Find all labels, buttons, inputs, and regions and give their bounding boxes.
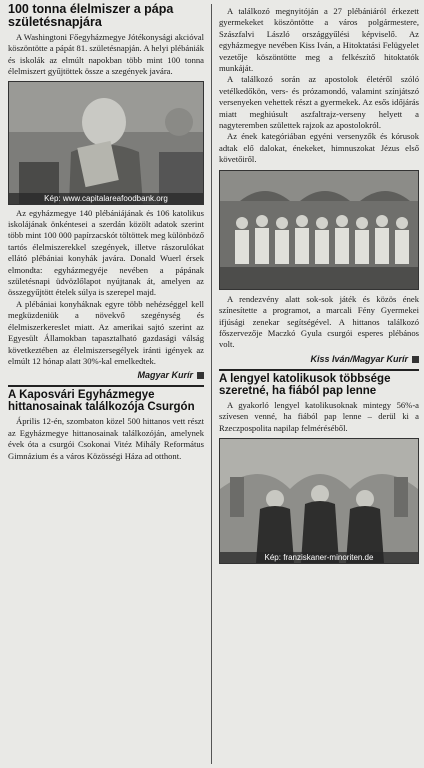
article-paragraph: Az egyházmegye 140 plébániájának és 106 katolikus iskolájának önkéntesei a szerdán közölt adatok szerint több mint 100 000 papírzacskót töltöttek meg különböző tartós élelmiszerekkel szegények, illetve rászorulókat ellátó plébániai konyhák javára. Donald Wuerl érsek elmondta: egyházmegyéje nevében a pápának születésnapi üdvözlőlapot nyújtanak át, amelyen az összegyűjtött ételek súlya is szerepel majd. xyxy=(8,207,204,298)
photo-caption: Kép: www.capitalareafoodbank.org xyxy=(9,193,203,204)
end-mark-icon xyxy=(197,372,204,379)
photo-food-donation-image xyxy=(9,82,203,204)
photo-choir-image xyxy=(220,171,418,289)
photo-priests-image xyxy=(220,439,418,563)
article-signature xyxy=(8,369,204,381)
photo-caption: Kép: franziskaner-minoriten.de xyxy=(220,552,418,563)
signature-text: Kiss Iván/Magyar Kurír xyxy=(310,353,408,364)
article-title-food-pope: 100 tonna élelmiszer a pápa születésnapjára xyxy=(8,2,174,29)
photo-choir xyxy=(219,170,419,290)
article-title-kaposvar: A Kaposvári Egyházmegye hittanosainak találkozója Csurgón xyxy=(8,389,195,414)
article-signature xyxy=(219,353,419,365)
article-paragraph: A plébániai konyháknak egyre több nehézséggel kell megküzdeniük a növekvő szegénység és élelmiszerkereslet miatt. Az amerikai sajtó szerint az Egyesült Államokban tapasztalható gazdasági válság következtében az élelmiszersegélyek iránti igények az elmúlt 12 hónap alatt 30%-kal emelkedtek. xyxy=(8,298,204,366)
article-paragraph: Április 12-én, szombaton közel 500 hittanos vett részt az Egyházmegye hittanosainak találkozóján, amelynek évek óta a csurgói Csokonai Vitéz Mihály Református Gimnázium és a város Közösségi Háza ad otthont. xyxy=(8,416,204,461)
article-title-polish-catholics: A lengyel katolikusok többsége szeretné, ha fiából pap lenne xyxy=(219,372,391,397)
section-rule xyxy=(219,369,419,371)
left-column xyxy=(8,0,204,462)
article-paragraph: A találkozó megnyitóján a 27 plébániáról érkezett gyermekeket köszöntötte a város polgármestere, Szászfalvi László országgyűlési képviselő. Az egyházmegye nevében Kiss Iván, a Hitoktatási Felügyelet vezetője köszöntötte meg a felkészítő hitoktatók munkáját. xyxy=(219,6,419,74)
article-paragraph: A gyakorló lengyel katolikusoknak mintegy 56%-a szívesen venné, ha fiából pap lenne – derül ki a Rzeczpospolita napilap felméréséből. xyxy=(219,399,419,433)
column-divider xyxy=(211,4,212,764)
article-paragraph: A Washingtoni Főegyházmegye Jótékonysági akcióval köszöntötte a pápát 81. születésnapján. A helyi plébániák és iskolák az elmúlt napokban több mint 100 tonna élelmiszert gyűjtöttek össze a szegények javára. xyxy=(8,32,204,77)
right-column xyxy=(219,0,419,564)
photo-priests xyxy=(219,438,419,564)
section-rule xyxy=(8,385,204,387)
article-paragraph: A találkozó során az apostolok életéről szóló vetélkedőkön, vers- és prózamondó, valamint színjátszó versenyeken vehettek részt a gyermekek. Az esős időjárás miatt meghiúsult aszfaltrajz-verseny helyett a nagyteremben születtek rajzok az apostolokról. xyxy=(219,74,419,131)
signature-text: Magyar Kurír xyxy=(137,370,193,381)
end-mark-icon xyxy=(412,356,419,363)
article-paragraph: A rendezvény alatt sok-sok játék és közös ének színesítette a programot, a marcali Fény Gyermekei ifjúsági zenekar segítségével. A hittanos találkozó főszervezője Maczkó Gyula csurgói esperes plébános volt. xyxy=(219,293,419,350)
photo-food-donation xyxy=(8,81,204,205)
article-paragraph: Az ének kategóriában egyéni versenyzők és kórusok adtak elő dalokat, énekeket, himnuszokat Jézus első követőiről. xyxy=(219,131,419,165)
